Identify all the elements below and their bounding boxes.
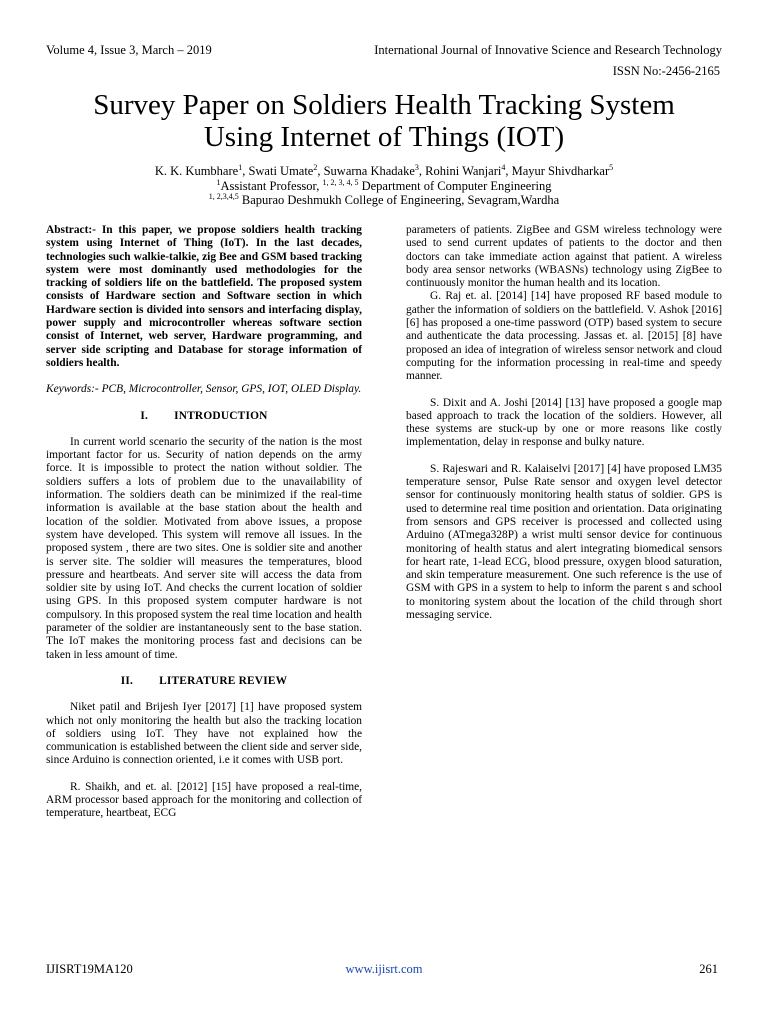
footer-paper-id: IJISRT19MA120 xyxy=(46,962,133,976)
literature-paragraph-6: S. Rajeswari and R. Kalaiselvi [2017] [4] have proposed LM35 temperature sensor, Pulse Rate sensor and oxygen level detector sensor for continuously monitoring health status of soldier. GPS is used to determine real time position and orientation. Data originating from sensors and GPS receiver is processed and collected using Arduino (ATmega328P) a wrist multi sensor device for continuous monitoring of health status and alert integrating biomedical sensors for heart rate, 1-lead ECG, blood pressure, oxygen blood saturation, and skin temperature measurement. One such reference is the use of GSM with GPS in a system to help to inform the parent s and school to monitoring system about the location of the child through short messaging service. xyxy=(406,462,722,622)
affiliation-superscript: 1 xyxy=(216,177,221,187)
section-title: LITERATURE REVIEW xyxy=(159,674,288,687)
author-name: K. K. Kumbhare xyxy=(154,164,239,178)
keywords-paragraph: Keywords:- PCB, Microcontroller, Sensor, GPS, IOT, OLED Display. xyxy=(46,383,362,396)
literature-paragraph-1: Niket patil and Brijesh Iyer [2017] [1] have proposed system which not only monitoring the health but also the tracking location of soldiers using IoT. They have not explained how the communication is established between the client side and server side, since Arduino is connection oriented, i.e it comes with USB port. xyxy=(46,701,362,767)
paper-title xyxy=(30,89,738,153)
author-superscript: 5 xyxy=(609,162,614,172)
journal-name-header: International Journal of Innovative Science and Research Technology xyxy=(374,43,722,57)
literature-paragraph-4: G. Raj et. al. [2014] [14] have proposed RF based module to gather the information of soldiers on the battlefield. V. Ashok [2016] [6] has proposed a one-time password (OTP) based system to secure and authenticate the data processing. Jassas et. al. [2015] [8] have proposed an idea of integration of wireless sensor network and cloud computing for the information processing in real-time and speedy manner. xyxy=(406,290,722,383)
literature-paragraph-3: parameters of patients. ZigBee and GSM wireless technology were used to send current updates of patients to the doctor and then doctors can take immediate action against that patient. A wireless body area sensor networks (WBASNs) technology using ZigBee to continuously monitor the human health and its location. xyxy=(406,224,722,290)
affiliation-line-2 xyxy=(30,193,738,208)
affiliation-line-1 xyxy=(30,179,738,194)
section-heading-literature-review xyxy=(46,675,362,688)
author-superscript: 3 xyxy=(414,162,419,172)
literature-paragraph-2: R. Shaikh, and et. al. [2012] [15] have proposed a real-time, ARM processor based approach for the monitoring and collection of temperature, heartbeat, ECG xyxy=(46,780,362,820)
author-superscript: 1 xyxy=(238,162,243,172)
author-list xyxy=(30,164,738,179)
affiliation-superscript: 1, 2, 3, 4, 5 xyxy=(322,177,359,187)
section-number: I. xyxy=(140,409,149,422)
section-title: INTRODUCTION xyxy=(174,409,268,422)
author-name: , Swati Umate xyxy=(242,164,314,178)
section-number: II. xyxy=(120,674,134,687)
author-block xyxy=(30,164,738,208)
literature-paragraph-5: S. Dixit and A. Joshi [2014] [13] have proposed a google map based approach to track the location of the soldiers. However, all these systems are stuck-up by one or more reasons like costly implementation, delay in response and bulky nature. xyxy=(406,396,722,449)
title-line-1: Survey Paper on Soldiers Health Tracking System xyxy=(93,89,675,121)
footer-website-link[interactable]: www.ijisrt.com xyxy=(345,962,423,976)
footer-page-number: 261 xyxy=(699,962,718,976)
issn-number: ISSN No:-2456-2165 xyxy=(612,64,720,78)
author-superscript: 2 xyxy=(313,162,318,172)
author-name: , Rohini Wanjari xyxy=(418,164,502,178)
affiliation-text: Bapurao Deshmukh College of Engineering, Sevagram,Wardha xyxy=(238,193,560,207)
left-column xyxy=(46,224,362,821)
affiliation-superscript: 1, 2,3,4,5 xyxy=(208,191,239,201)
author-superscript: 4 xyxy=(501,162,506,172)
abstract-paragraph: Abstract:- In this paper, we propose soldiers health tracking system using Internet of Thing (IoT). In the last decades, technologies such walkie-talkie, zig Bee and GSM based tracking system were most dominantly used methodologies for the tracking of soldiers life on the battlefield. The proposed system consists of Hardware section and Software section in which Hardware section is divided into sensors and interfacing display, power supply and microcontroller whereas software section consist of Internet, web server, Hardware programming, and server side scripting and Database for storage information of soldiers health. xyxy=(46,224,362,369)
introduction-paragraph: In current world scenario the security of the nation is the most important factor for us. Security of nation depends on the army force. It is impossible to protect the nation without soldier. The soldiers suffers a lots of problem due to the unavailability of information. The soldiers death can be minimized if the real-time information is available at the base station about the health and location of the soldier. Motivated from above issues, a propose system have developed. This system will remove all issues. In the proposed system , there are two sites. One is soldier site and another is server site. The soldier will measures the temperatures, blood pressure and heartbeats. And server site will access the data from soldier site by using IoT. And checks the current location of soldier using GPS. In this proposed system computer hardware is not compulsory. In this proposed system the real time location and health parameter of the soldier are instantaneously sent to the base station. The IoT makes the monitoring process fast and decisions can be taken in less amount of time. xyxy=(46,435,362,661)
author-name: , Suwarna Khadake xyxy=(317,164,415,178)
right-column xyxy=(406,224,722,622)
affiliation-text: Department of Computer Engineering xyxy=(358,178,552,193)
author-name: , Mayur Shivdharkar xyxy=(505,164,610,178)
volume-issue-header: Volume 4, Issue 3, March – 2019 xyxy=(46,43,212,57)
section-heading-introduction xyxy=(46,410,362,423)
title-line-2: Using Internet of Things (IOT) xyxy=(203,121,565,153)
affiliation-text: Assistant Professor, xyxy=(220,178,323,193)
